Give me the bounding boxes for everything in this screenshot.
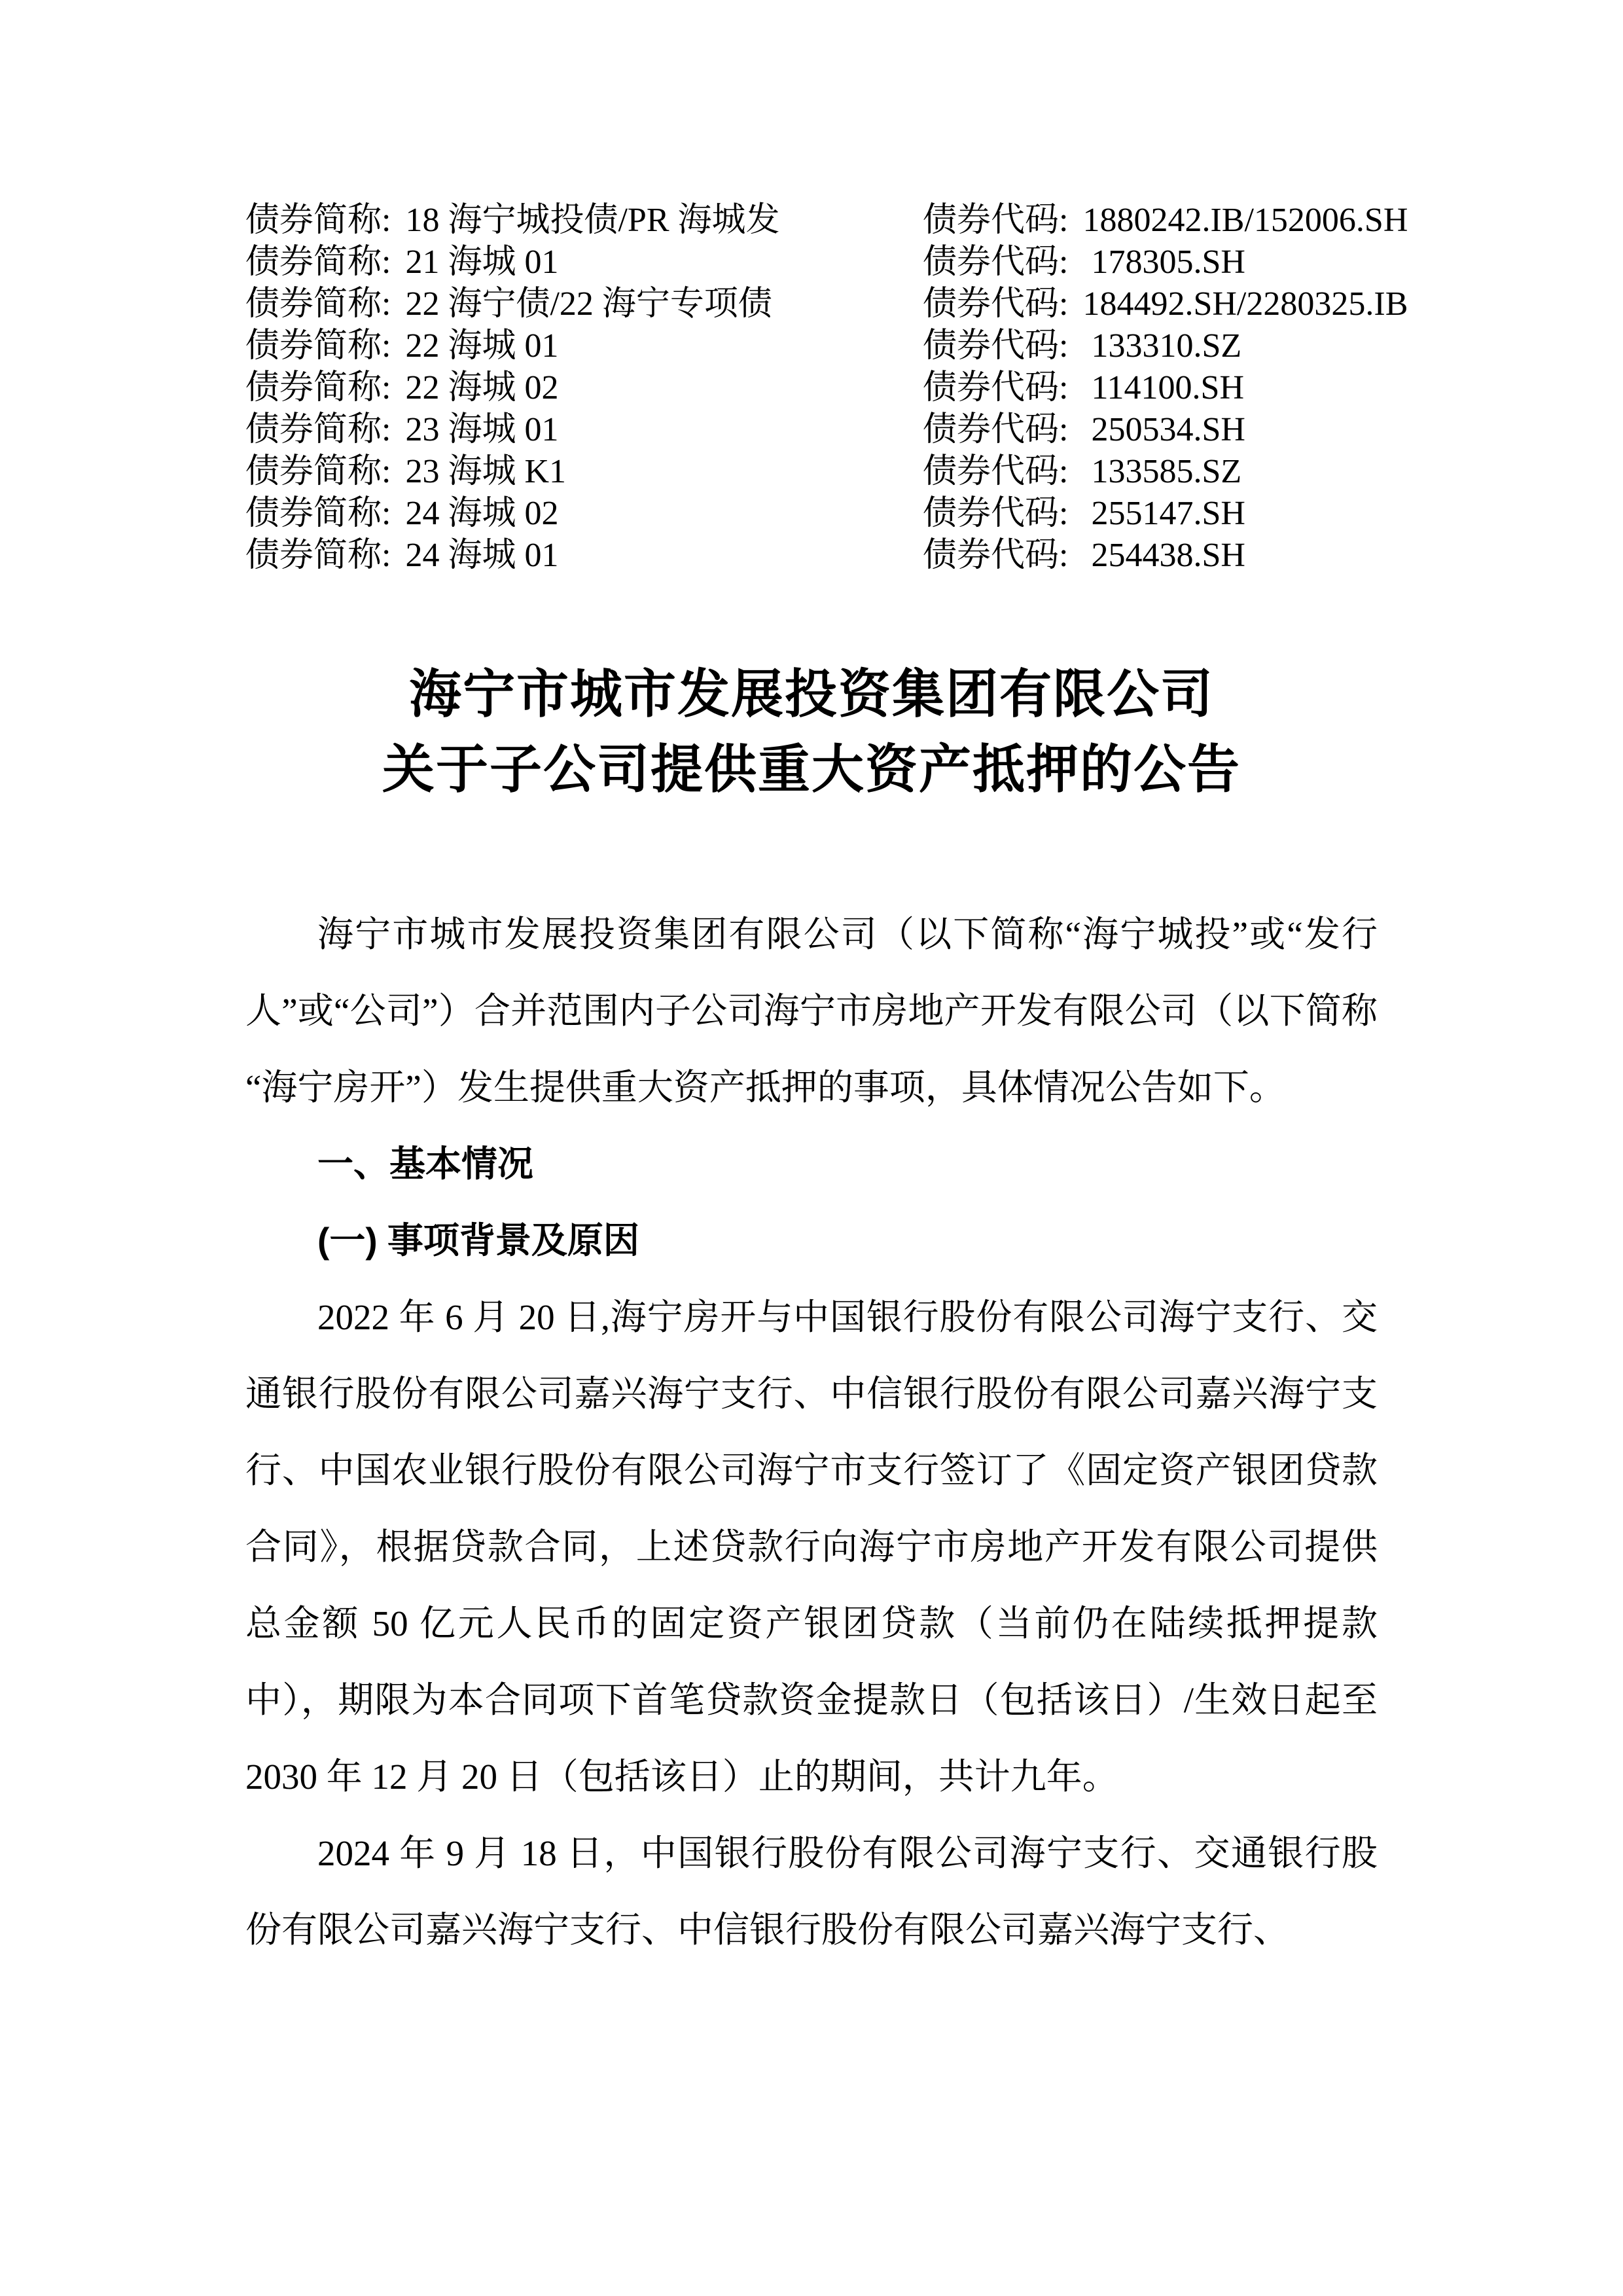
bond-name-cell <box>245 535 923 577</box>
bond-name-label: 债券简称: <box>245 327 391 365</box>
bond-name-cell <box>245 451 923 493</box>
bond-code-cell <box>923 325 1378 367</box>
bond-name-value: 18 海宁城投债/PR 海城发 <box>405 202 780 239</box>
bond-list-row <box>245 409 1378 451</box>
bond-list <box>245 200 1408 577</box>
bond-name-cell <box>245 409 923 451</box>
bond-name-label: 债券简称: <box>245 453 391 490</box>
bond-code-value: 184492.SH/2280325.IB <box>1082 285 1408 323</box>
bond-code-cell <box>923 535 1378 577</box>
bond-code-label: 债券代码: <box>923 243 1069 281</box>
document-body <box>245 896 1378 1968</box>
bond-list-row <box>245 200 1408 242</box>
bond-list-row <box>245 493 1378 535</box>
bond-name-cell <box>245 493 923 535</box>
bond-code-label: 债券代码: <box>923 202 1069 239</box>
background-paragraph-2: 2024 年 9 月 18 日，中国银行股份有限公司海宁支行、交通银行股份有限公司嘉兴海宁支行、中信银行股份有限公司嘉兴海宁支行、 <box>245 1833 1378 1950</box>
bond-list-row <box>245 535 1378 577</box>
bond-list-row <box>245 451 1378 493</box>
bond-list-row <box>245 367 1378 409</box>
section-1-1-heading: (一) 事项背景及原因 <box>317 1220 639 1261</box>
bond-name-value: 22 海城 02 <box>405 369 559 406</box>
bond-code-label: 债券代码: <box>923 411 1069 448</box>
bond-code-label: 债券代码: <box>923 453 1069 490</box>
bond-name-cell <box>245 200 923 242</box>
document-title-line-2: 关于子公司提供重大资产抵押的公告 <box>382 742 1241 799</box>
bond-code-label: 债券代码: <box>923 369 1069 406</box>
bond-code-value: 254438.SH <box>1082 537 1245 574</box>
bond-name-value: 24 海城 01 <box>405 537 559 574</box>
bond-name-value: 23 海城 01 <box>405 411 559 448</box>
bond-code-value: 178305.SH <box>1082 243 1245 281</box>
bond-code-value: 133585.SZ <box>1082 453 1242 490</box>
bond-name-label: 债券简称: <box>245 243 391 281</box>
bond-code-cell <box>923 283 1408 325</box>
bond-code-cell <box>923 367 1378 409</box>
bond-name-cell <box>245 242 923 283</box>
bond-code-cell <box>923 242 1378 283</box>
bond-name-cell <box>245 325 923 367</box>
bond-code-value: 1880242.IB/152006.SH <box>1082 202 1408 239</box>
bond-code-cell <box>923 200 1408 242</box>
bond-list-row <box>245 283 1408 325</box>
bond-name-label: 债券简称: <box>245 411 391 448</box>
bond-code-cell <box>923 451 1378 493</box>
bond-code-label: 债券代码: <box>923 495 1069 532</box>
bond-name-label: 债券简称: <box>245 369 391 406</box>
bond-name-value: 21 海城 01 <box>405 243 559 281</box>
intro-paragraph: 海宁市城市发展投资集团有限公司（以下简称“海宁城投”或“发行人”或“公司”）合并范围内子公司海宁市房地产开发有限公司（以下简称“海宁房开”）发生提供重大资产抵押的事项，具体情况公告如下。 <box>245 914 1378 1107</box>
bond-name-label: 债券简称: <box>245 495 391 532</box>
bond-name-label: 债券简称: <box>245 537 391 574</box>
bond-name-value: 22 海城 01 <box>405 327 559 365</box>
bond-name-label: 债券简称: <box>245 285 391 323</box>
bond-code-value: 255147.SH <box>1082 495 1245 532</box>
bond-name-value: 24 海城 02 <box>405 495 559 532</box>
bond-code-label: 债券代码: <box>923 327 1069 365</box>
document-title-line-1: 海宁市城市发展投资集团有限公司 <box>409 666 1214 724</box>
bond-name-label: 债券简称: <box>245 202 391 239</box>
bond-code-value: 250534.SH <box>1082 411 1245 448</box>
bond-code-label: 债券代码: <box>923 285 1069 323</box>
background-paragraph-1: 2022 年 6 月 20 日,海宁房开与中国银行股份有限公司海宁支行、交通银行股份有限公司嘉兴海宁支行、中信银行股份有限公司嘉兴海宁支行、中国农业银行股份有限公司海宁市支行签订了《固定资产银团贷款合同》，根据贷款合同，上述贷款行向海宁市房地产开发有限公司提供总金额 50 亿元人民币的固定资产银团贷款（当前仍在陆续抵押提款中），期限为本合同项下首笔贷款资金提款日（包括该日）/生效日起至 2030 年 12 月 20 日（包括该日）止的期间，共计九年。 <box>245 1297 1378 1797</box>
bond-name-value: 22 海宁债/22 海宁专项债 <box>405 285 772 323</box>
bond-name-value: 23 海城 K1 <box>405 453 567 490</box>
document-title <box>245 658 1378 808</box>
bond-code-cell <box>923 409 1378 451</box>
bond-list-row <box>245 325 1378 367</box>
bond-code-value: 114100.SH <box>1082 369 1244 406</box>
section-1-heading: 一、基本情况 <box>317 1143 534 1184</box>
bond-name-cell <box>245 283 923 325</box>
bond-code-value: 133310.SZ <box>1082 327 1242 365</box>
bond-code-label: 债券代码: <box>923 537 1069 574</box>
bond-code-cell <box>923 493 1378 535</box>
bond-list-row <box>245 242 1378 283</box>
bond-name-cell <box>245 367 923 409</box>
